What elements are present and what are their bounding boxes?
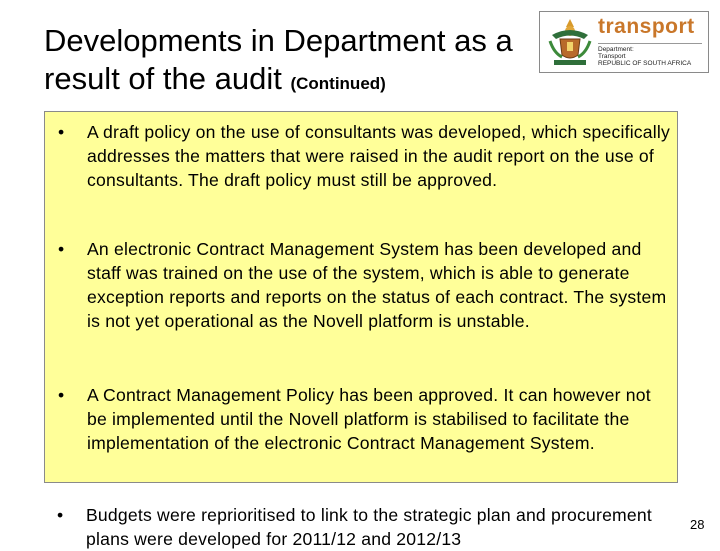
slide-title: [44, 22, 524, 103]
bullet-symbol: •: [58, 385, 65, 405]
slide-title-suffix: (Continued): [290, 74, 386, 93]
coat-of-arms-icon: [544, 15, 596, 69]
bullet-text: Budgets were reprioritised to link to the strategic plan and procurement plans were developed for 2011/12 and 2012/13: [86, 505, 652, 549]
bullet-text: A draft policy on the use of consultants was developed, which specifically addresses the matters that were raised in the audit report on the use of consultants. The draft policy must still be approved.: [87, 122, 671, 190]
logo-brand: transport: [598, 15, 695, 38]
bullet-text: A Contract Management Policy has been approved. It can however not be implemented until the Novell platform is stabilised to facilitate the implementation of the electronic Contract Management System.: [87, 385, 651, 453]
department-logo: [539, 11, 709, 73]
logo-line-transport: Transport: [598, 53, 626, 60]
logo-line-department: Department:: [598, 46, 634, 53]
slide-title-main: Developments in Department as a result of the audit: [44, 23, 513, 96]
bullet-text: An electronic Contract Management System has been developed and staff was trained on the use of the system, which is able to generate exception reports and reports on the status of each contract. The system is not yet operational as the Novell platform is unstable.: [87, 239, 667, 331]
logo-line-country: REPUBLIC OF SOUTH AFRICA: [598, 60, 692, 67]
page-number: 28: [690, 517, 705, 532]
bullet-symbol: •: [58, 122, 65, 142]
bullet-symbol: •: [57, 505, 64, 525]
bullet-symbol: •: [58, 239, 65, 259]
content-box: [44, 111, 678, 483]
logo-divider: [598, 43, 702, 44]
